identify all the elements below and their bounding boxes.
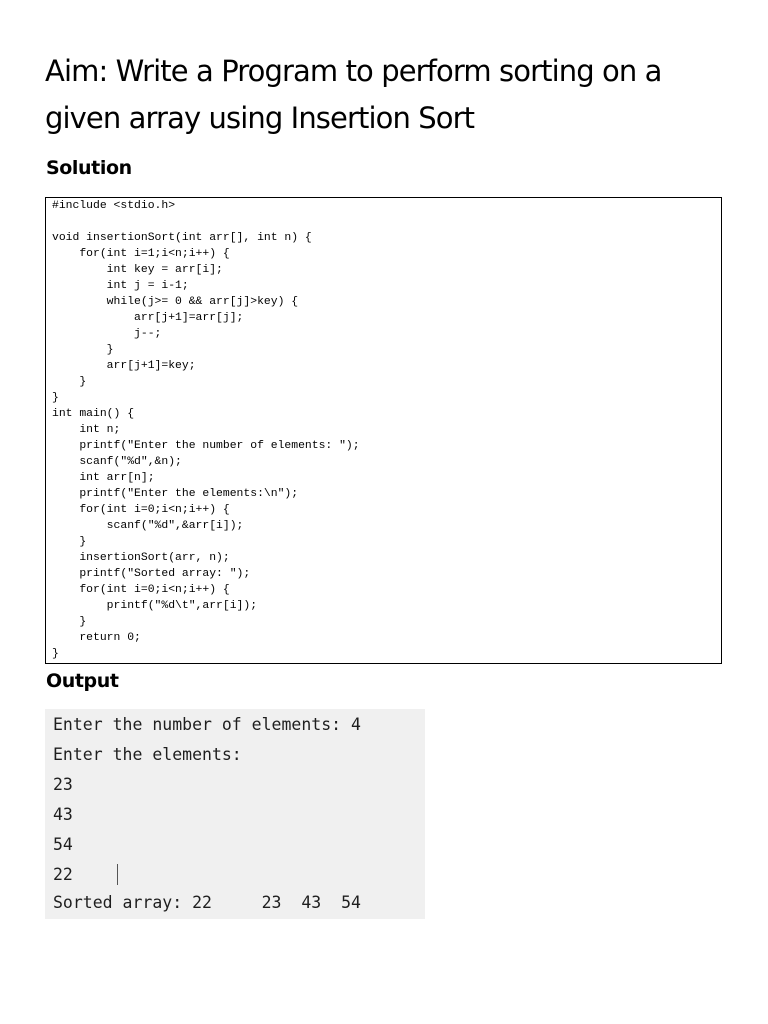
code-line: printf("Enter the elements:\n"); [52,488,299,500]
code-line: arr[j+1]=key; [52,360,196,372]
code-line: scanf("%d",&arr[i]); [52,520,244,532]
output-line: Enter the elements: [53,745,242,764]
code-line: } [52,376,87,388]
code-line: printf("Sorted array: "); [52,568,251,580]
code-line: void insertionSort(int arr[], int n) { [52,232,312,244]
aim-title [45,48,745,142]
code-block [45,197,722,664]
code-line: for(int i=1;i<n;i++) { [52,248,230,260]
code-line: #include <stdio.h> [52,200,176,212]
code-line: for(int i=0;i<n;i++) { [52,504,230,516]
code-line: int arr[n]; [52,472,155,484]
code-line: while(j>= 0 && arr[j]>key) { [52,296,299,308]
output-line: 43 [53,805,73,824]
solution-heading: Solution [46,157,132,179]
code-line: int n; [52,424,121,436]
code-line: arr[j+1]=arr[j]; [52,312,244,324]
code-line: } [52,616,87,628]
output-line: Enter the number of elements: 4 [53,715,361,734]
code-line: } [52,536,87,548]
console-output [45,709,425,919]
code-line: int main() { [52,408,135,420]
code-line: printf("%d\t",arr[i]); [52,600,258,612]
code-line: return 0; [52,632,141,644]
code-line: } [52,392,59,404]
aim-title-line-2: given array using Insertion Sort [45,101,475,135]
code-line: int j = i-1; [52,280,189,292]
code-line: insertionSort(arr, n); [52,552,230,564]
code-line: } [52,344,114,356]
aim-title-line-1: Aim: Write a Program to perform sorting on a [45,54,662,88]
code-line: } [52,648,59,660]
output-line: 23 [53,775,73,794]
code-line: j--; [52,328,162,340]
output-line: 54 [53,835,73,854]
output-line: 22 [53,865,73,884]
text-cursor [117,864,118,885]
code-line: scanf("%d",&n); [52,456,182,468]
code-line: for(int i=0;i<n;i++) { [52,584,230,596]
output-line: Sorted array: 22 23 43 54 [53,893,361,912]
code-line: printf("Enter the number of elements: "); [52,440,360,452]
code-line: int key = arr[i]; [52,264,223,276]
output-heading: Output [46,670,119,692]
